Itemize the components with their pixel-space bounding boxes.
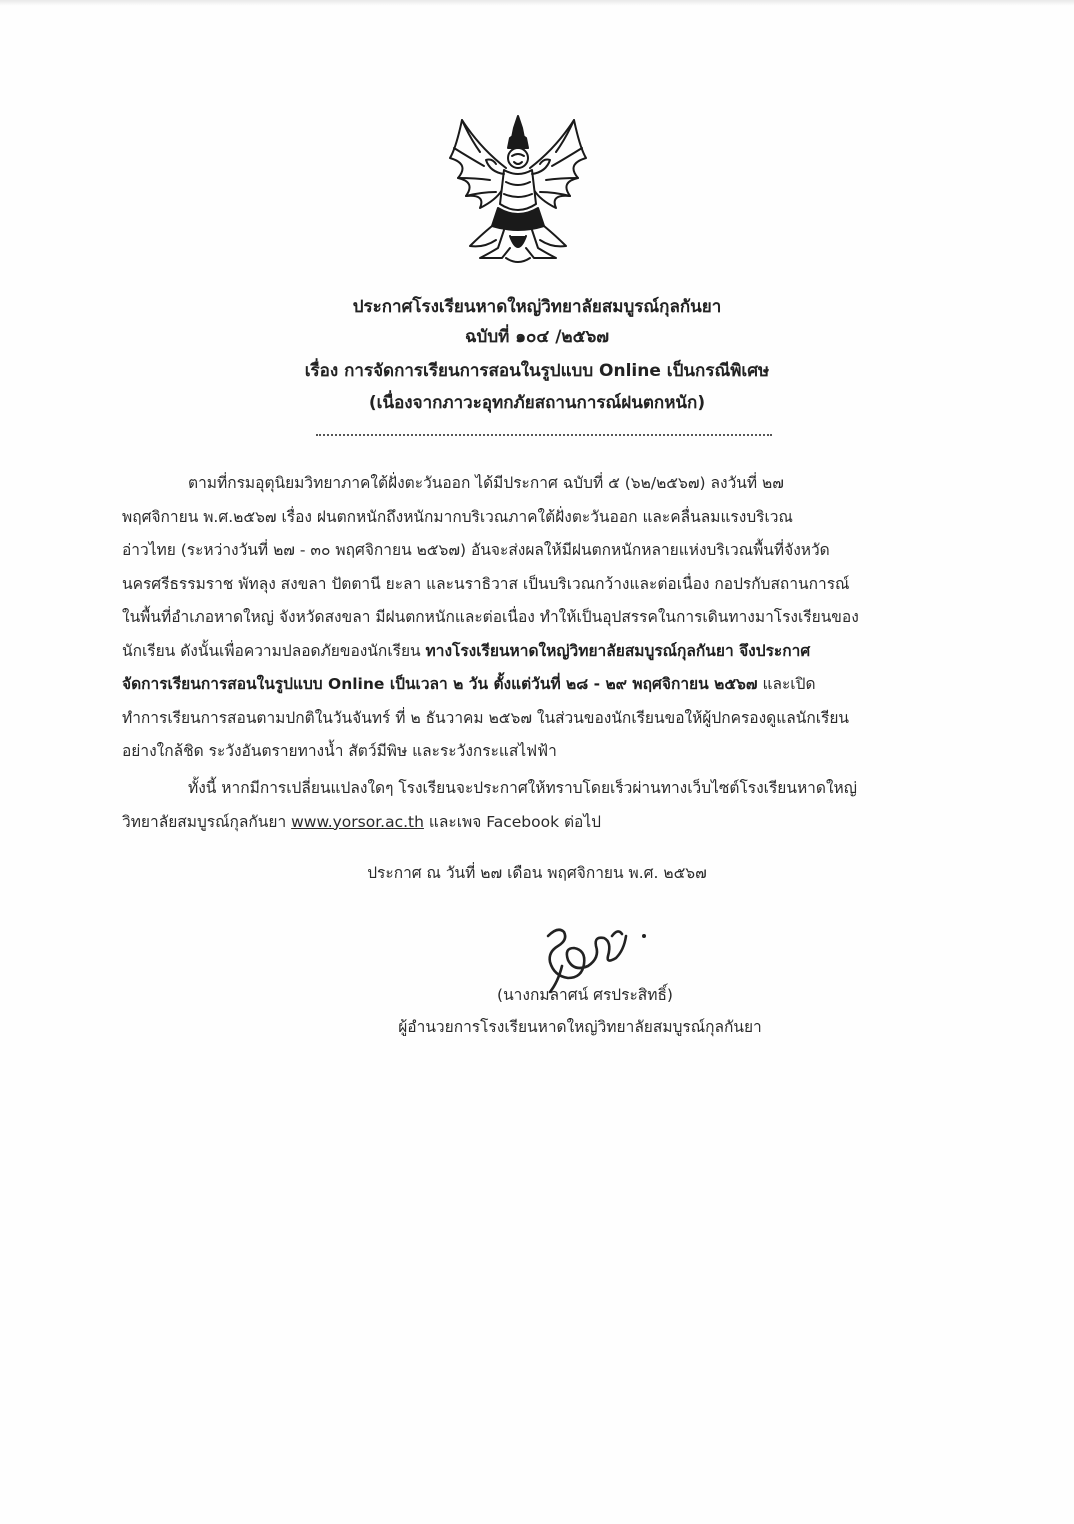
scan-edge: [0, 0, 1074, 6]
announcement-number: ฉบับที่ ๑๐๔ /๒๕๖๗: [464, 327, 610, 347]
paragraph-line: อ่าวไทย (ระหว่างวันที่ ๒๗ - ๓๐ พฤศจิกายน ๒๕๖๗) อันจะส่งผลให้มีฝนตกหนักหลายแห่งบริเวณพื้นที่จังหวัด: [122, 541, 830, 559]
paragraph-line: นครศรีธรรมราช พัทลุง สงขลา ปัตตานี ยะลา และนราธิวาส เป็นบริเวณกว้างและต่อเนื่อง กอปรกับสถานการณ์: [122, 574, 850, 593]
signer-name: (นางกมลาศน์ ศรประสิทธิ์): [497, 986, 673, 1004]
emphasis-text: จัดการเรียนการสอนในรูปแบบ Online เป็นเวลา ๒ วัน ตั้งแต่วันที่ ๒๘ - ๒๙ พฤศจิกายน ๒๕๖๗: [122, 675, 758, 693]
paragraph-line: [122, 635, 970, 669]
paragraph-text: และเปิด: [757, 675, 816, 693]
paragraph-line: ทำการเรียนการสอนตามปกติในวันจันทร์ ที่ ๒ ธันวาคม ๒๕๖๗ ในส่วนของนักเรียนขอให้ผู้ปกครองดูแลนักเรียน: [122, 708, 850, 727]
body-paragraph-2: [122, 772, 970, 839]
body-paragraph-1: [122, 467, 970, 769]
paragraph-line: ตามที่กรมอุตุนิยมวิทยาภาคใต้ฝั่งตะวันออก ได้มีประกาศ ฉบับที่ ๕ (๖๒/๒๕๖๗) ลงวันที่ ๒๗: [188, 474, 784, 492]
paragraph-text: วิทยาลัยสมบูรณ์กุลกันยา: [122, 812, 292, 831]
website-link[interactable]: www.yorsor.ac.th: [291, 812, 424, 831]
announcement-subject: เรื่อง การจัดการเรียนการสอนในรูปแบบ Online เป็นกรณีพิเศษ: [304, 361, 770, 381]
dotted-divider: [316, 434, 772, 436]
announcement-date: ประกาศ ณ วันที่ ๒๗ เดือน พฤศจิกายน พ.ศ. ๒๕๖๗: [367, 864, 707, 882]
signer-title: ผู้อำนวยการโรงเรียนหาดใหญ่วิทยาลัยสมบูรณ์กุลกันยา: [398, 1018, 762, 1036]
paragraph-text: นักเรียน ดังนั้นเพื่อความปลอดภัยของนักเรียน: [122, 641, 426, 660]
paragraph-line: [122, 668, 970, 702]
paragraph-line: พฤศจิกายน พ.ศ.๒๕๖๗ เรื่อง ฝนตกหนักถึงหนักมากบริเวณภาคใต้ฝั่งตะวันออก และคลื่นลมแรงบริเวณ: [122, 507, 793, 526]
announcement-title: ประกาศโรงเรียนหาดใหญ่วิทยาลัยสมบูรณ์กุลกันยา: [352, 297, 722, 317]
paragraph-line: ในพื้นที่อำเภอหาดใหญ่ จังหวัดสงขลา มีฝนตกหนักและต่อเนื่อง ทำให้เป็นอุปสรรคในการเดินทางมาโรงเรียนของ: [122, 608, 859, 626]
paragraph-line: [122, 806, 970, 840]
garuda-emblem-icon: [440, 108, 596, 268]
paragraph-line: อย่างใกล้ชิด ระวังอันตรายทางน้ำ สัตว์มีพิษ และระวังกระแสไฟฟ้า: [122, 742, 557, 760]
announcement-subtitle: (เนื่องจากภาวะอุทกภัยสถานการณ์ฝนตกหนัก): [368, 393, 706, 413]
paragraph-line: ทั้งนี้ หากมีการเปลี่ยนแปลงใดๆ โรงเรียนจะประกาศให้ทราบโดยเร็วผ่านทางเว็บไซต์โรงเรียนหาดใหญ่: [188, 779, 857, 797]
paragraph-text: และเพจ Facebook ต่อไป: [423, 812, 601, 831]
emphasis-text: ทางโรงเรียนหาดใหญ่วิทยาลัยสมบูรณ์กุลกันยา จึงประกาศ: [425, 641, 811, 660]
